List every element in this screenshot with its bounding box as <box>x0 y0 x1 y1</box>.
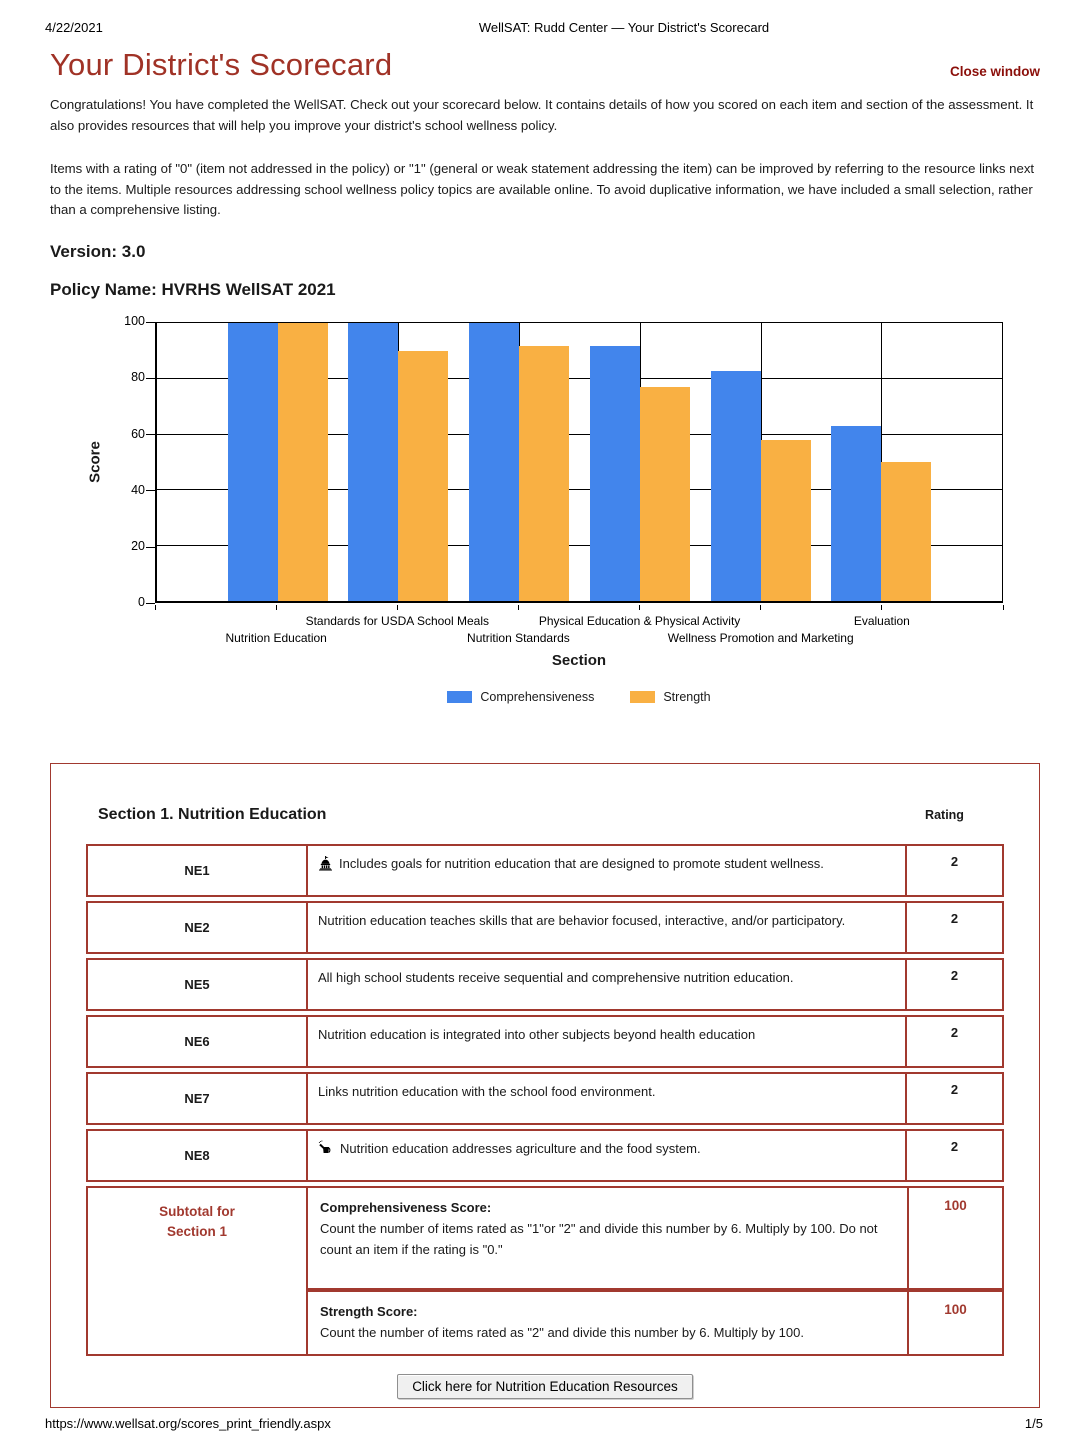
x-category-label: Standards for USDA School Meals <box>305 614 489 629</box>
strength-score-title: Strength Score: <box>320 1304 418 1320</box>
table-row <box>86 1072 1004 1125</box>
bar-comprehensiveness <box>348 323 398 601</box>
legend-label: Comprehensiveness <box>480 690 595 705</box>
rating-column-header: Rating <box>925 808 964 823</box>
bar-strength <box>519 346 569 602</box>
item-text: Nutrition education addresses agriculture and the food system. <box>340 1141 701 1157</box>
item-text: Nutrition education is integrated into other subjects beyond health education <box>318 1027 756 1043</box>
item-description <box>308 1074 907 1123</box>
intro-paragraph-2: Items with a rating of "0" (item not addressed in the policy) or "1" (general or weak statement addressing the item) can be improved by referring to the resource links next to the items. Multiple resources addressing school wellness policy topics are available online. To avoid duplicative information, we have included a small selection, rather than a comprehensive listing. <box>50 160 1035 218</box>
item-description <box>308 1017 907 1066</box>
x-axis-title: Section <box>551 652 607 670</box>
y-tick-label: 20 <box>131 539 145 554</box>
subtotal-rows <box>308 1188 1002 1354</box>
print-footer <box>0 1408 1088 1431</box>
strength-score-row <box>308 1292 1002 1354</box>
y-tick-mark <box>146 434 155 435</box>
x-tick-mark <box>760 605 761 610</box>
close-window-link[interactable]: Close window <box>949 64 1040 79</box>
item-code: NE5 <box>88 960 308 1009</box>
intro-paragraph-1: Congratulations! You have completed the WellSAT. Check out your scorecard below. It contains details of how you scored on each item and section of the assessment. It also provides resources that will help you improve your district's school wellness policy. <box>50 97 1034 133</box>
y-tick-mark <box>146 603 155 604</box>
item-rating: 2 <box>950 968 959 984</box>
item-code: NE8 <box>88 1131 308 1180</box>
footer-url: https://www.wellsat.org/scores_print_friendly.aspx <box>45 1416 331 1431</box>
legend-item-strength <box>630 690 710 704</box>
chart-legend <box>155 690 1003 704</box>
print-doc-title: WellSAT: Rudd Center — Your District's Scorecard <box>478 20 770 35</box>
page-title: Your District's Scorecard <box>50 47 393 82</box>
strength-score-desc: Count the number of items rated as "2" and divide this number by 6. Multiply by 100. <box>320 1325 804 1341</box>
section-1-table <box>86 844 1004 1182</box>
table-row <box>86 901 1004 954</box>
x-category-label: Evaluation <box>853 614 910 629</box>
resources-button-row <box>86 1374 1004 1399</box>
bar-strength <box>278 323 328 601</box>
item-code: NE2 <box>88 903 308 952</box>
table-row <box>86 1129 1004 1182</box>
item-description <box>308 1131 907 1180</box>
x-category-label: Wellness Promotion and Marketing <box>667 631 854 646</box>
policy-name-line: Policy Name: HVRHS WellSAT 2021 <box>50 280 336 300</box>
capitol-icon <box>318 856 333 877</box>
item-rating: 2 <box>950 854 959 870</box>
subtotal-label-line2: Section 1 <box>166 1223 228 1239</box>
bar-comprehensiveness <box>831 426 881 601</box>
item-rating: 2 <box>950 1025 959 1041</box>
item-description <box>308 903 907 952</box>
y-tick-mark <box>146 378 155 379</box>
table-row <box>86 958 1004 1011</box>
subtotal-label-line1: Subtotal for <box>159 1204 235 1220</box>
plot-area <box>155 322 1003 603</box>
subtotal-block <box>86 1186 1004 1356</box>
y-tick-label: 80 <box>131 370 145 385</box>
strength-score-text <box>308 1292 909 1354</box>
item-code: NE7 <box>88 1074 308 1123</box>
legend-label: Strength <box>663 690 711 705</box>
watering-can-icon <box>318 1140 334 1162</box>
table-row <box>86 844 1004 897</box>
item-text: All high school students receive sequential and comprehensive nutrition education. <box>318 970 794 986</box>
bar-comprehensiveness <box>469 323 519 601</box>
version-line: Version: 3.0 <box>50 242 146 262</box>
bar-strength <box>398 351 448 601</box>
item-rating: 2 <box>950 1139 959 1155</box>
comprehensiveness-score-desc: Count the number of items rated as "1"or "2" and divide this number by 6. Multiply by 100. Do not count an item if the rating is "0." <box>320 1221 878 1257</box>
item-description <box>308 960 907 1009</box>
y-tick-label: 100 <box>124 314 145 329</box>
item-code: NE1 <box>88 846 308 895</box>
item-code: NE6 <box>88 1017 308 1066</box>
x-tick-mark <box>155 605 156 610</box>
y-tick-mark <box>146 490 155 491</box>
x-tick-mark <box>1003 605 1004 610</box>
x-tick-mark <box>881 605 882 610</box>
section-1-header <box>98 806 992 824</box>
x-tick-mark <box>639 605 640 610</box>
nutrition-education-resources-button[interactable]: Click here for Nutrition Education Resources <box>397 1374 693 1399</box>
x-category-label: Nutrition Education <box>225 631 327 646</box>
item-description <box>308 846 907 895</box>
y-tick-label: 0 <box>138 595 145 610</box>
bar-comprehensiveness <box>711 371 761 602</box>
comprehensiveness-score-text <box>308 1188 909 1288</box>
print-meta-row <box>0 0 1088 35</box>
y-axis-title: Score <box>86 441 104 484</box>
bar-strength <box>881 462 931 601</box>
comprehensiveness-score-row <box>308 1188 1002 1288</box>
bar-strength <box>640 387 690 601</box>
strength-swatch <box>630 691 655 703</box>
bar-comprehensiveness <box>228 323 278 601</box>
x-tick-mark <box>518 605 519 610</box>
x-category-label: Nutrition Standards <box>467 631 570 646</box>
y-tick-mark <box>146 547 155 548</box>
comprehensiveness-score-value: 100 <box>944 1198 967 1214</box>
section-1-title: Section 1. Nutrition Education <box>98 806 327 824</box>
x-category-label: Physical Education & Physical Activity <box>538 614 741 629</box>
y-tick-mark <box>146 322 155 323</box>
item-rating: 2 <box>950 1082 959 1098</box>
page-header <box>0 35 1088 83</box>
comprehensiveness-swatch <box>447 691 472 703</box>
y-tick-label: 60 <box>131 426 145 441</box>
table-row <box>86 1015 1004 1068</box>
comprehensiveness-score-title: Comprehensiveness Score: <box>320 1200 492 1216</box>
y-tick-label: 40 <box>131 482 145 497</box>
item-text: Includes goals for nutrition education that are designed to promote student wellness. <box>339 856 824 872</box>
item-text: Links nutrition education with the school food environment. <box>318 1084 656 1100</box>
x-tick-mark <box>276 605 277 610</box>
item-rating: 2 <box>950 911 959 927</box>
x-tick-mark <box>397 605 398 610</box>
intro-text <box>0 95 1088 221</box>
footer-page-number: 1/5 <box>1024 1416 1043 1431</box>
score-bar-chart <box>0 312 1088 717</box>
strength-score-value: 100 <box>944 1302 967 1318</box>
item-text: Nutrition education teaches skills that are behavior focused, interactive, and/or participatory. <box>318 913 846 929</box>
legend-item-comprehensiveness <box>447 690 594 704</box>
section-1-box <box>50 763 1040 1408</box>
print-date: 4/22/2021 <box>45 20 103 35</box>
subtotal-label <box>88 1188 308 1354</box>
bar-strength <box>761 440 811 601</box>
bar-comprehensiveness <box>590 346 640 602</box>
